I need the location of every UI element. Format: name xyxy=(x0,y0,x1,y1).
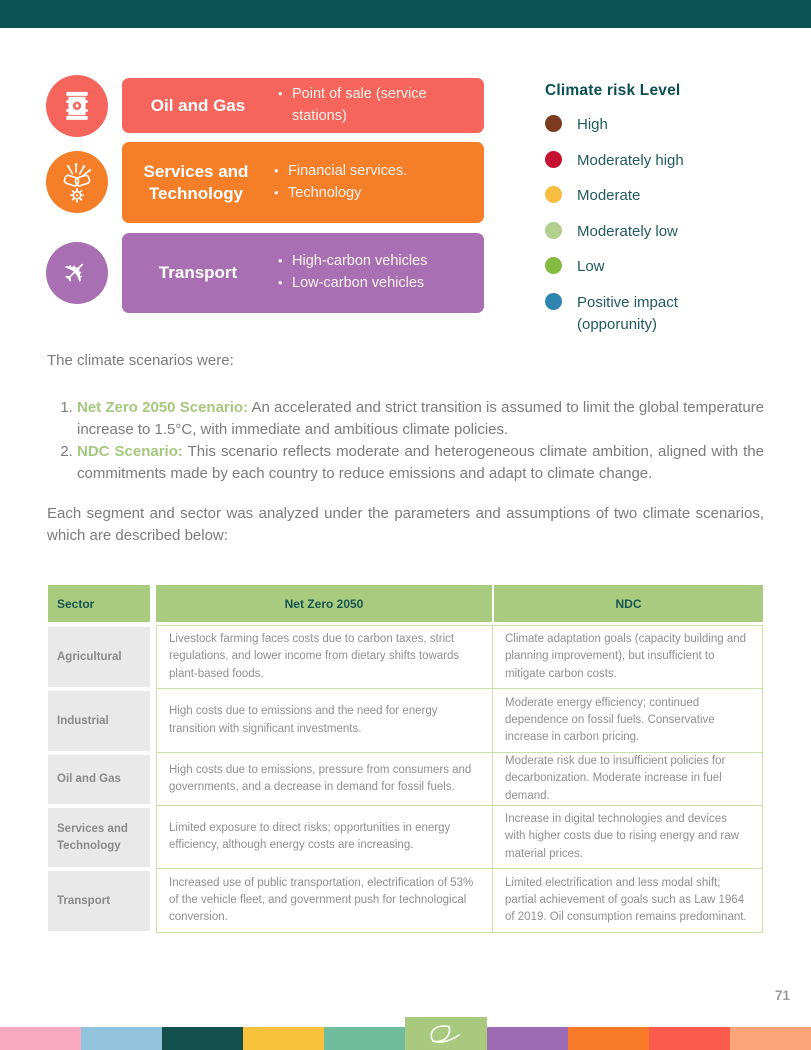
net-zero-cell xyxy=(156,806,492,869)
legend-item-moderately-low xyxy=(545,221,760,244)
risk-dot-high xyxy=(545,115,562,132)
sector-card-bullet: • Technology xyxy=(272,183,470,205)
net-zero-cell xyxy=(156,753,492,806)
footer-segment xyxy=(0,1027,81,1050)
ndc-cell xyxy=(492,806,763,869)
table-row-transport xyxy=(48,869,763,933)
footer-segment xyxy=(81,1027,162,1050)
legend-item-moderate xyxy=(545,185,760,208)
scenario-list xyxy=(47,397,764,485)
cell-text: Limited exposure to direct risks; opportunities in energy efficiency, although energy costs are increasing. xyxy=(169,821,451,851)
sector-cell: Agricultural xyxy=(48,627,150,687)
sector-cell: Oil and Gas xyxy=(48,755,150,804)
scenario-text: This scenario reflects moderate and heterogeneous climate ambition, aligned with the commitments made by each country to reduce emissions and adapt to climate change. xyxy=(77,443,764,482)
table-row-services-technology xyxy=(48,806,763,869)
ndc-cell xyxy=(492,753,763,806)
cell-text: High costs due to emissions and the need for energy transition with significant investments. xyxy=(169,705,438,735)
legend-label: Moderate xyxy=(577,187,641,204)
cell-text: Climate adaptation goals (capacity building and planning improvement), but insufficient to mitigate carbon costs. xyxy=(505,633,747,680)
climate-scenarios-table xyxy=(48,585,763,933)
sector-card-bullet: • Point of sale (service stations) xyxy=(276,84,470,128)
footer-segment xyxy=(568,1027,649,1050)
risk-dot-moderately-low xyxy=(545,222,562,239)
scenario-item-net-zero xyxy=(77,397,764,441)
sector-cell: Industrial xyxy=(48,691,150,751)
cell-text: Increased use of public transportation, electrification of 53% of the vehicle fleet, and government push for technological conversion. xyxy=(169,876,474,924)
page-number: 71 xyxy=(774,988,790,1003)
scenario-item-ndc xyxy=(77,441,764,485)
table-header-net-zero: Net Zero 2050 xyxy=(156,585,492,622)
footer-segment xyxy=(649,1027,730,1050)
net-zero-cell xyxy=(156,625,492,689)
footer-segment xyxy=(162,1027,243,1050)
sector-card-title: Services and Technology xyxy=(143,162,249,203)
net-zero-cell xyxy=(156,869,492,933)
cell-text: High costs due to emissions, pressure from consumers and governments, and a decrease in demand for fossil fuels. xyxy=(169,763,472,793)
sector-card-bullet-list xyxy=(270,161,484,205)
outro-paragraph: Each segment and sector was analyzed under the parameters and assumptions of two climate scenarios, which are described below: xyxy=(47,505,764,544)
ndc-cell xyxy=(492,625,763,689)
legend-item-high xyxy=(545,114,760,137)
footer-segment xyxy=(730,1027,811,1050)
legend-label: Moderately low xyxy=(577,222,678,240)
sector-card-bullet-list xyxy=(274,251,484,295)
legend-label: Positive impact (opporunity) xyxy=(577,293,678,333)
table-header-ndc: NDC xyxy=(492,585,763,622)
sector-card-services-technology xyxy=(122,142,484,223)
footer-segment xyxy=(243,1027,324,1050)
table-row-agricultural xyxy=(48,625,763,689)
table-row-oil-and-gas xyxy=(48,753,763,806)
handshake-circuit-glyph xyxy=(55,160,99,204)
intro-paragraph: The climate scenarios were: xyxy=(47,352,234,369)
cell-text: Livestock farming faces costs due to carbon taxes, strict regulations, and lower income from dietary shifts towards plant-based foods. xyxy=(169,633,460,680)
sector-card-transport xyxy=(122,233,484,313)
legend-item-positive-impact xyxy=(545,292,760,337)
ndc-cell xyxy=(492,869,763,933)
cell-text: Limited electrification and less modal shift; partial achievement of goals such as Law 1964 of 2019. Oil consumption remains predominant. xyxy=(505,876,747,924)
sector-card-title: Oil and Gas xyxy=(150,95,246,115)
leaf-logo xyxy=(405,1017,487,1050)
risk-dot-moderate xyxy=(545,186,562,203)
legend-item-low xyxy=(545,256,760,279)
sector-card-bullet-list xyxy=(274,84,484,128)
sector-card-oil-gas xyxy=(122,78,484,133)
scenario-lead: NDC Scenario: xyxy=(77,443,183,460)
leaf-logo-glyph xyxy=(423,1020,469,1048)
table-header-sector: Sector xyxy=(48,585,150,622)
legend-title: Climate risk Level xyxy=(545,82,681,99)
sector-cell: Services and Technology xyxy=(48,808,150,867)
cell-text: Increase in digital technologies and devices with higher costs due to rising energy and raw material prices. xyxy=(505,813,739,860)
table-row-industrial xyxy=(48,689,763,753)
footer-segment xyxy=(487,1027,568,1050)
handshake-circuit-icon xyxy=(46,151,108,213)
legend-label: Low xyxy=(577,258,605,275)
scenario-text: An accelerated and strict transition is assumed to limit the global temperature increase to 1.5°C, with immediate and ambitious climate policies. xyxy=(77,399,765,438)
sector-card-bullet: • Financial services. xyxy=(272,161,470,183)
oil-barrel-icon xyxy=(46,75,108,137)
legend-label: High xyxy=(577,116,608,133)
risk-dot-moderately-high xyxy=(545,151,562,168)
sector-card-title: Transport xyxy=(158,263,238,283)
cell-text: Moderate risk due to insufficient policies for decarbonization. Moderate increase in fuel demand. xyxy=(505,755,726,802)
oil-barrel-glyph xyxy=(58,87,96,125)
sector-cell: Transport xyxy=(48,871,150,931)
risk-dot-positive-impact xyxy=(545,293,562,310)
top-accent-bar xyxy=(0,0,811,28)
legend-label: Moderately high xyxy=(577,151,684,169)
climate-risk-legend xyxy=(545,82,760,350)
risk-dot-low xyxy=(545,257,562,274)
table-header-row xyxy=(48,585,763,622)
scenario-lead: Net Zero 2050 Scenario: xyxy=(77,399,249,416)
airplane-glyph: ✈ xyxy=(56,252,98,294)
sector-card-bullet: • High-carbon vehicles xyxy=(276,251,470,273)
sector-card-bullet: • Low-carbon vehicles xyxy=(276,273,470,295)
cell-text: Moderate energy efficiency; continued dependence on fossil fuels. Conservative increase in carbon pricing. xyxy=(505,696,715,744)
ndc-cell xyxy=(492,689,763,753)
footer-segment xyxy=(324,1027,405,1050)
net-zero-cell xyxy=(156,689,492,753)
legend-item-moderately-high xyxy=(545,150,760,173)
airplane-icon xyxy=(46,242,108,304)
